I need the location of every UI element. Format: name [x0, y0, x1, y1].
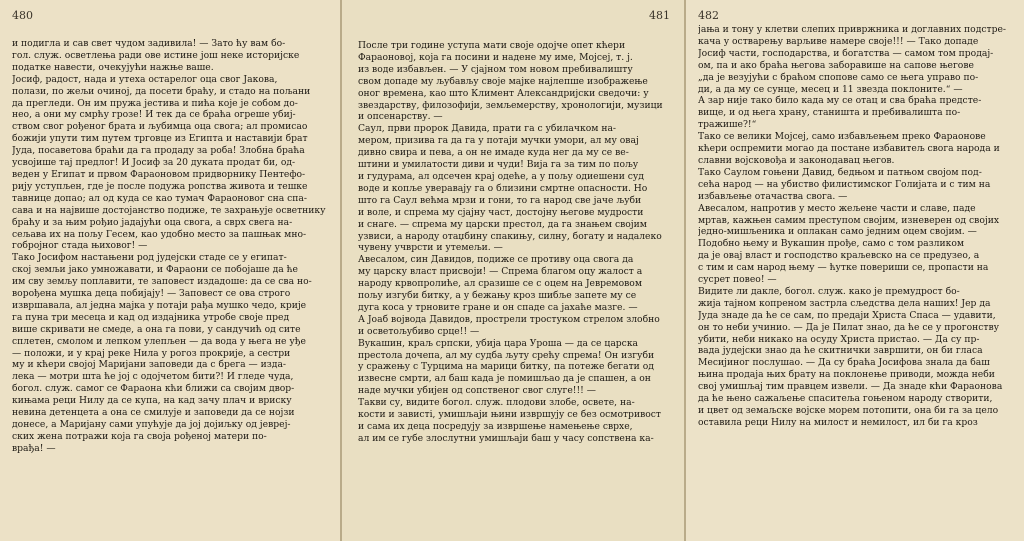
page-text — [12, 38, 330, 455]
text-line: мером, призива га да га у потаји мучки умори, ал му овај — [358, 135, 639, 147]
page-number: 482 — [698, 9, 719, 22]
page-text — [698, 24, 1014, 429]
text-line: он то неби учинио. — Да је Пилат знао, да ће се у прогонству — [698, 321, 1000, 333]
page-right — [686, 0, 1024, 541]
text-line: узвиси, а народу отаџбину спакињу, силну, богату и надалеко — [358, 230, 662, 242]
text-line: полази, по жељи очиној, да посети браћу, и стадо на пољани — [12, 85, 311, 97]
text-line: сусрет повео! — — [698, 274, 777, 286]
text-line: ством свог рођеног брата и љубимца оца свога; ал промисао — [12, 121, 308, 133]
text-line: и цвет од земаљске војске морем потопити, она би га за цело — [698, 405, 999, 416]
text-line: и воле, и спрема му сјајну част, достојну његове мудрости — [358, 206, 644, 218]
text-line: им сву земљу поплавити, те заповест издадоше: да се сва но- — [12, 276, 312, 288]
text-line: врађа! — — [12, 442, 56, 454]
text-line: податке навести, очекујући нажње ваше. — [12, 61, 214, 73]
text-line: избављење отачаства свога. — — [698, 190, 848, 202]
text-line: рију уступљен, где је после подужа ропства живота и тешке — [12, 180, 308, 192]
text-line: богол. служ. самог се Фараона кћи ближи са својим двор- — [12, 383, 295, 395]
text-line: кача у остварењу варљиве намере своје!!! — Тако допаде — [698, 35, 979, 47]
text-line: ал им се губе злослутни умишљаји баш у часу сопствена ка- — [358, 432, 654, 444]
text-line: невина детенцета а она се смилује и заповеди да се нојзи — [12, 407, 295, 419]
text-line: више скривати не смеде, а она га пови, у сандучић од сите — [12, 323, 301, 335]
text-line: Месијиног послушао. — Да су браћа Јосифова знала да баш — [698, 357, 990, 369]
page-number: 480 — [12, 9, 33, 22]
text-line: лека — мотри шта ће јој с одојчетом бити?! И гледе чуда, — [12, 371, 294, 383]
text-line: Јуда, посаветова браћи да га продаду за роба! Злобна браћа — [12, 145, 305, 157]
text-line: сава и на највише достојанство подиже, те захрањује осветнику — [12, 204, 326, 216]
text-line: Тако Саулом гоњени Давид, бедњом и патњом својом под- — [698, 166, 982, 178]
text-line: извесне смрти, ал баш када је помишљао да је спашен, а он — [358, 373, 651, 385]
text-line: народу крвопролиће, ал сразише се с оцем на Јевремовом — [358, 278, 642, 290]
text-line: Вукашин, краљ српски, убија цара Уроша — да се царска — [358, 337, 639, 349]
text-line: сећа народ — на убиство филистимског Голијата и с тим на — [698, 178, 991, 190]
text-line: звездарству, филозофији, земљемерству, хронологији, музици — [358, 99, 663, 111]
text-line: гобројног стада њиховог! — — [12, 240, 148, 252]
page-text — [358, 40, 672, 445]
text-line: да прегледи. Он им пружа јестива и пића које је собом до- — [12, 97, 298, 109]
text-line: оног времена, као што Климент Александријски сведочи: у — [358, 87, 649, 99]
text-line: тавнице допао; ал од куда се као тумач Фараоновог сна спа- — [12, 192, 308, 204]
text-line: усвојише тај предлог! И Јосиф за 20 дуката продат би, од- — [12, 157, 296, 169]
text-line: Подобно њему и Вукашин прође, само с том разликом — [698, 238, 965, 250]
text-line: и гудурама, ал одсечен крај одеће, а у пољу одиешени суд — [358, 170, 644, 182]
text-line: нео, а они му смрћу грозе! И тек да се браћа огреше убиј- — [12, 109, 296, 121]
text-line: вада јудејски знао да ће скитнички завршити, он би гласа — [698, 345, 983, 357]
text-line: извршавала, ал једна мајка у потаји рађа мушко чедо, крије — [12, 299, 307, 311]
text-line: у сражењу с Турцима на марици битку, па потеже бегати од — [358, 361, 654, 373]
text-line: — положи, и у крај реке Нила у рогоз прокријe, а сестри — [12, 347, 291, 359]
text-line: оставила реци Нилу на милост и немилост, ил би га кроз — [698, 416, 978, 428]
text-line: „да је везујући с браћом спопове само се њега управо по- — [698, 71, 979, 83]
text-line: дивно свира и пева, а он не имаде куда нег да му се ве- — [358, 147, 629, 159]
text-line: тражише?!“ — [698, 119, 757, 131]
text-line: из воде избављен. — У сјајном том новом пребивалишту — [358, 63, 633, 75]
text-line: свој умишљај тим правцем извели. — Да знаде кћи Фараонова — [698, 381, 1003, 393]
page-middle — [342, 0, 684, 541]
text-line: Јуда знаде да ће се сам, по предаји Христа Спаса — удавити, — [698, 309, 996, 321]
text-line: чувену учврсти и утемељи. — — [358, 242, 503, 254]
text-line: ворођена мушка деца побијају! — Заповест се ова строго — [12, 288, 291, 300]
text-line: свом допаде му љубављу своје мајке најлепше изображење — [358, 75, 648, 87]
text-line: ом, па и ако браћа његова заборавише на сапове његове — [698, 59, 974, 71]
text-line: Јосиф части, господарства, и богатства — самом том продај- — [698, 47, 994, 59]
text-line: пољу изгуби битку, а у бежању кроз шибље запете му се — [358, 290, 637, 302]
text-line: кћери оспремити могао да постане избавитељ свога народа и — [698, 143, 1000, 155]
text-line: воде и копље уверавају га о близини смртне опасности. Но — [358, 182, 648, 194]
text-line: и снаге. — спрема му царски престол, да га знањем својим — [358, 218, 647, 230]
page-left — [0, 0, 340, 541]
text-line: и опсенарству. — — [358, 111, 443, 123]
text-line: Саул, први пророк Давида, прати га с убилачком на- — [358, 123, 617, 135]
text-line: и сама их деца посредују за извршење намењење сврхе, — [358, 421, 633, 432]
text-line: њина продаја њих брату на поклонење приводи, можда неби — [698, 369, 995, 381]
text-line: кињама реци Нилу да се купа, на кад зачу плач и вриску — [12, 395, 292, 407]
text-line: Такви су, видите богол. служ. плодови злобе, осветe, на- — [358, 397, 635, 409]
text-line: да је овај власт и господство краљевско на се предузео, а — [698, 250, 980, 262]
text-line: вище, и од њега храну, станишта и пребивалишта по- — [698, 107, 961, 119]
text-line: сељава их на пољу Гесем, као удобно место за пашњак мно- — [12, 228, 307, 240]
text-line: с тим и сам народ њему — ћутке повериши се, пропасти на — [698, 262, 989, 274]
text-line: мртав, кажњен самим преступом својим, изневерен од својих — [698, 214, 1000, 226]
text-line: престола дочепа, ал му судба љуту срећу спрема! Он изгуби — [358, 349, 655, 361]
text-line: дуга коса у трновите гране и он спаде са јахаће мазге. — — [358, 301, 638, 313]
text-line: А Јоаб војвода Давидов, прострели тростуком стрелом злобно — [358, 313, 660, 325]
text-line: му и кћери својој Маријани заповеди да с брега — изда- — [12, 359, 287, 371]
text-line: наде мучки убијен од сопственог свог слуге!!! — — [358, 385, 596, 397]
text-line: једно-мишљеника и оплакан само једним оцем својим. — — [698, 226, 977, 238]
text-line: кости и завистi, умишљаји њини извршују се без осмотривост — [358, 409, 661, 421]
text-line: донесе, а Маријану сами упућује да јој дојиљку од јевреј- — [12, 419, 291, 430]
text-line: Видите ли дакле, богол. служ. како је премудрост бо- — [698, 285, 960, 297]
text-line: му царску власт присвоји! — Спрема благом оцу жалост а — [358, 266, 643, 278]
text-line: гол. служ. осветлења ради ове истине још неке историјске — [12, 49, 300, 61]
text-line: ској земљи јако умножавати, и Фараони се побојаше да ће — [12, 264, 298, 276]
text-line: Тако се велики Мојсеј, само избављењем преко Фараонове — [698, 131, 986, 143]
text-line: штини и умилатости диви и чуди! Вија га за тим по пољу — [358, 159, 639, 171]
text-line: Авесалом, напротив у место жељене части и славе, паде — [698, 202, 976, 214]
text-line: Авесалом, син Давидов, подиже се противу оца свога да — [358, 254, 634, 266]
text-line: Фараоновој, која га посини и надене му име, Мојсеј, т. ј. — [358, 51, 633, 63]
text-line: ских жена потражи која га своја рођеној матери по- — [12, 430, 267, 442]
text-line: Тако Јосифом настањени род јудејски стаде се у египат- — [12, 252, 287, 264]
text-line: Јосиф, радост, нада и утеха остарелог оца свог Јакова, — [12, 73, 278, 85]
text-line: ди, а да му се сунце, месец и 11 звезда поклоните.“ — — [698, 83, 963, 95]
text-line: браћу и за њим рођио јадајући оца свога, а сврх свега на- — [12, 216, 293, 228]
text-line: убити, неби никако на осуду Христа пристао. — Да су пр- — [698, 333, 980, 345]
text-line: јања и тону у клетви слепих привржника и доглавних подстре- — [698, 24, 1007, 35]
text-line: сплетен, смолом и лепком улепљен — да вода у њега не уђе — [12, 335, 306, 347]
text-line: и осветољубиво срце!! — — [358, 325, 480, 337]
text-line: га пуна три месеца и кад од издајника утробе своје пред — [12, 311, 290, 323]
text-line: божији упути тим путем трговце из Египта и наставији брат — [12, 133, 308, 145]
text-line: А зар није тако било када му се отац и сва браћа предсте- — [698, 95, 982, 107]
text-line: После три године уступа мати своје одојче опет кћери — [358, 40, 626, 51]
text-line: жија тајном копреном застрла сљедства дела наших! Јер да — [698, 297, 991, 309]
text-line: и подигла и сав свет чудом задивила! — Зато ћу вам бо- — [12, 38, 286, 49]
text-line: да ће њено сажаљење спаситеља гоњеном народу створити, — [698, 393, 993, 405]
text-line: веден у Египат и првом Фараоновом придворнику Пентефо- — [12, 168, 306, 180]
page-number: 481 — [649, 9, 670, 22]
text-line: што га Саул већма мрзи и гони, то га народ све јаче љуби — [358, 194, 642, 206]
text-line: славни војсковођа и законодавац његов. — [698, 154, 895, 166]
